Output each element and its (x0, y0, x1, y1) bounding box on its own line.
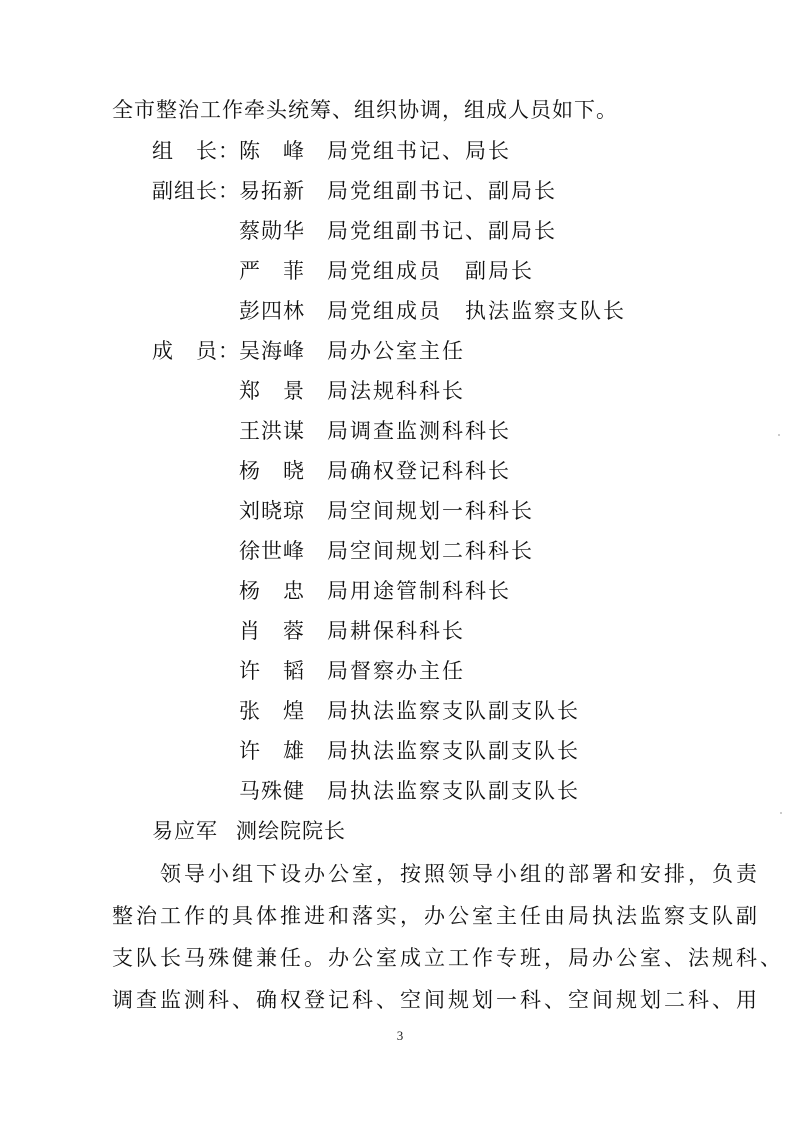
member-name: 徐世峰 (239, 539, 305, 563)
paragraph-line: 领导小组下设办公室，按照领导小组的部署和安排，负责 (112, 862, 760, 886)
member-title: 局执法监察支队副支队长 (327, 739, 580, 763)
special-member-title: 测绘院院长 (236, 819, 346, 843)
paragraph-line: 支队长马殊健兼任。办公室成立工作专班，局办公室、法规科、 (112, 946, 784, 970)
member-name: 蔡勋华 (239, 219, 305, 243)
member-name: 易拓新 (239, 179, 305, 203)
member-name: 严 菲 (239, 259, 305, 283)
member-role: 成 员： (152, 339, 240, 363)
member-name: 杨 忠 (239, 579, 305, 603)
member-title: 局党组书记、局长 (327, 139, 511, 163)
special-member-row (152, 811, 346, 851)
special-member-name: 易应军 (152, 819, 218, 843)
member-name: 彭四林 (239, 299, 305, 323)
member-title: 局用途管制科科长 (327, 579, 511, 603)
member-title: 局法规科科长 (327, 379, 465, 403)
member-title: 局确权登记科科长 (327, 459, 511, 483)
member-name: 郑 景 (239, 379, 305, 403)
member-name: 肖 蓉 (239, 619, 305, 643)
member-name: 吴海峰 (239, 339, 305, 363)
member-name: 许 雄 (239, 739, 305, 763)
member-role: 副组长： (152, 179, 240, 203)
member-name: 马殊健 (239, 779, 305, 803)
member-title: 局空间规划一科科长 (327, 499, 534, 523)
scan-speck (778, 434, 780, 436)
member-title: 局督察办主任 (327, 659, 465, 683)
member-name: 刘晓琼 (239, 499, 305, 523)
member-title: 局党组副书记、副局长 (327, 219, 557, 243)
page-number: 3 (396, 1028, 404, 1043)
member-name: 张 煌 (239, 699, 305, 723)
member-title: 局耕保科科长 (327, 619, 465, 643)
member-name: 许 韬 (239, 659, 305, 683)
member-name: 杨 晓 (239, 459, 305, 483)
member-title: 局党组副书记、副局长 (327, 179, 557, 203)
paragraph-line: 整治工作的具体推进和落实，办公室主任由局执法监察支队副 (112, 904, 760, 928)
member-title: 局党组成员 执法监察支队长 (327, 299, 626, 323)
member-title: 局办公室主任 (327, 339, 465, 363)
paragraph-line: 调查监测科、确权登记科、空间规划一科、空间规划二科、用 (112, 988, 760, 1012)
member-role: 组 长： (152, 139, 240, 163)
member-title: 局空间规划二科科长 (327, 539, 534, 563)
member-title: 局调查监测科科长 (327, 419, 511, 443)
member-title: 局党组成员 副局长 (327, 259, 534, 283)
member-title: 局执法监察支队副支队长 (327, 779, 580, 803)
scan-speck (780, 812, 782, 814)
member-name: 王洪谋 (239, 419, 305, 443)
member-title: 局执法监察支队副支队长 (327, 699, 580, 723)
intro-line: 全市整治工作牵头统筹、组织协调，组成人员如下。 (112, 98, 618, 122)
member-name: 陈 峰 (239, 139, 305, 163)
